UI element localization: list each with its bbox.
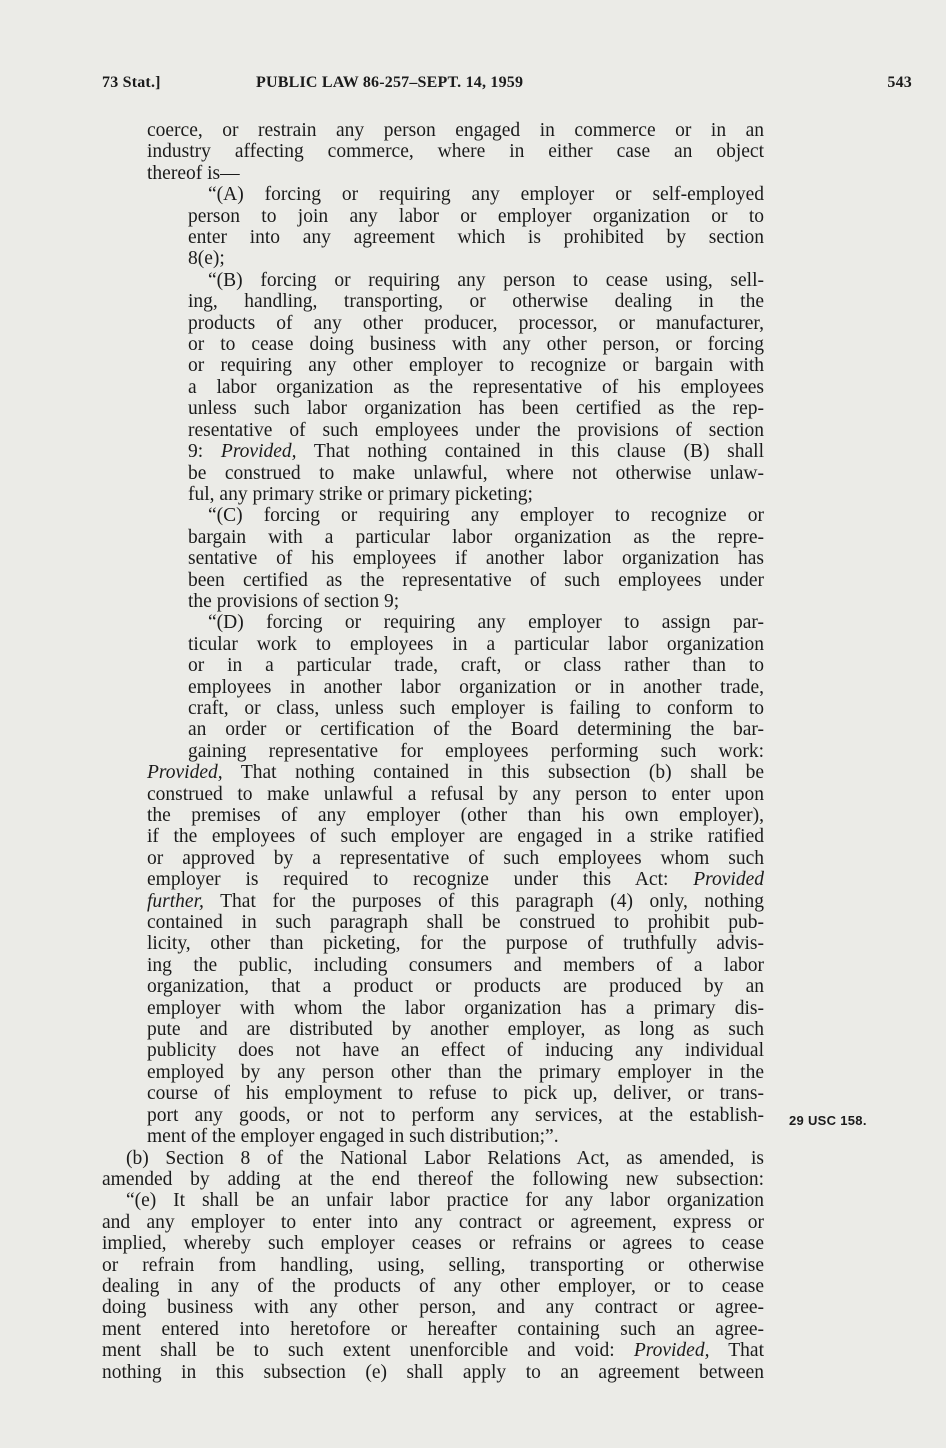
subsection-e-line: nothing in this subsection (e) shall apply to an agreement between [102, 1361, 764, 1383]
text-run: employer is required to recognize under this Act: [147, 869, 694, 891]
running-title: PUBLIC LAW 86-257–SEPT. 14, 1959 [256, 74, 524, 91]
clause-b-line: products of any other producer, processor, or manufacturer, [188, 312, 764, 334]
body-line: thereof is— [147, 162, 240, 184]
proviso-line: the premises of any employer (other than his own employer), [147, 805, 764, 826]
text-run: ment shall be to such extent unenforcible and void: [102, 1340, 634, 1362]
clause-a-line: 8(e); [188, 248, 225, 270]
body-line: industry affecting commerce, where in either case an object [147, 141, 764, 163]
page-header [102, 74, 912, 98]
subsection-e-line: or refrain from handling, using, selling, transporting or otherwise [102, 1254, 764, 1276]
proviso-line: pute and are distributed by another employer, as long as such [147, 1019, 764, 1041]
proviso-line: organization, that a product or products are produced by an [147, 976, 764, 998]
proviso-line: ing the public, including consumers and members of a labor [147, 954, 764, 976]
subsection-e-line: doing business with any other person, and any contract or agree- [102, 1297, 764, 1319]
provided-italic: Provided, [220, 441, 297, 463]
clause-d-line: gaining representative for employees performing such work: [188, 740, 764, 762]
clause-c-line: bargain with a particular labor organization as the repre- [188, 526, 764, 548]
clause-b-line: “(B) forcing or requiring any person to cease using, sell- [208, 269, 764, 291]
volume-reference: 73 Stat.] [102, 74, 161, 91]
text-run: That nothing contained in this subsection (b) shall be [222, 762, 764, 784]
proviso-line: construed to make unlawful a refusal by any person to enter upon [147, 783, 764, 805]
proviso-line: course of his employment to refuse to pick up, deliver, or trans- [147, 1083, 764, 1105]
clause-b-line: be construed to make unlawful, where not otherwise unlaw- [188, 462, 764, 484]
subsection-e-line: “(e) It shall be an unfair labor practice for any labor organization [126, 1190, 764, 1212]
page-number: 543 [887, 74, 912, 91]
subsection-e-line: and any employer to enter into any contract or agreement, express or [102, 1211, 764, 1233]
proviso-line [102, 762, 764, 783]
clause-b-line: resentative of such employees under the provisions of section [188, 419, 764, 441]
statute-body [102, 120, 764, 1383]
proviso-line: employer with whom the labor organization has a primary dis- [147, 997, 764, 1019]
provided-italic: Provided, [147, 762, 223, 784]
clause-b-line: ing, handling, transporting, or otherwise dealing in the [188, 291, 764, 313]
proviso-line [102, 869, 764, 890]
proviso-line: or approved by a representative of such employees whom such [147, 847, 764, 869]
clause-d-line: craft, or class, unless such employer is failing to conform to [188, 697, 764, 719]
clause-c-line: “(C) forcing or requiring any employer to recognize or [208, 505, 764, 527]
clause-b-proviso-line [102, 441, 764, 462]
text-run: That nothing contained in this clause (B) shall [296, 441, 765, 463]
clause-c-line: the provisions of section 9; [188, 590, 400, 612]
text-run: That for the purposes of this paragraph (4) only, nothing [203, 890, 764, 912]
proviso-line: employed by any person other than the primary employer in the [147, 1061, 764, 1083]
clause-a-line: “(A) forcing or requiring any employer or self-employed [208, 184, 764, 206]
clause-b-line: ful, any primary strike or primary picketing; [188, 483, 533, 505]
text-run: That [709, 1340, 764, 1362]
clause-d-line: or in a particular trade, craft, or class rather than to [188, 655, 764, 677]
provided-italic: Provided [693, 869, 764, 891]
clause-b-line: or requiring any other employer to recognize or bargain with [188, 355, 764, 377]
further-italic: further, [147, 890, 204, 912]
margin-citation: 29 USC 158. [789, 1113, 867, 1128]
subsection-e-proviso-line [102, 1340, 764, 1361]
clause-a-line: enter into any agreement which is prohibited by section [188, 227, 764, 249]
clause-d-line: ticular work to employees in a particular labor organization [188, 633, 764, 655]
provided-italic: Provided, [633, 1340, 710, 1362]
proviso-line: licity, other than picketing, for the purpose of truthfully advis- [147, 933, 764, 955]
clause-b-line: or to cease doing business with any other person, or forcing [188, 334, 764, 356]
section-b-line: (b) Section 8 of the National Labor Relations Act, as amended, is [126, 1147, 764, 1169]
proviso-line: contained in such paragraph shall be construed to prohibit pub- [147, 912, 764, 934]
proviso-line: ment of the employer engaged in such distribution;”. [147, 1126, 559, 1148]
proviso-line [102, 891, 764, 912]
subsection-e-line: implied, whereby such employer ceases or refrains or agrees to cease [102, 1233, 764, 1255]
body-line: coerce, or restrain any person engaged in commerce or in an [147, 120, 764, 141]
proviso-line: if the employees of such employer are engaged in a strike ratified [147, 826, 764, 848]
clause-b-line: a labor organization as the representative of his employees [188, 376, 764, 398]
clause-a-line: person to join any labor or employer organization or to [188, 205, 764, 227]
clause-d-line: employees in another labor organization or in another trade, [188, 676, 764, 698]
subsection-e-line: ment entered into heretofore or hereafter containing such an agree- [102, 1318, 764, 1340]
proviso-line: publicity does not have an effect of inducing any individual [147, 1040, 764, 1062]
subsection-e-line: dealing in any of the products of any other employer, or to cease [102, 1275, 764, 1297]
section-b-line: amended by adding at the end thereof the following new subsection: [102, 1168, 764, 1190]
clause-b-line: unless such labor organization has been certified as the rep- [188, 398, 764, 420]
clause-c-line: been certified as the representative of such employees under [188, 569, 764, 591]
clause-d-line: an order or certification of the Board determining the bar- [188, 719, 764, 741]
proviso-line: port any goods, or not to perform any services, at the establish- [147, 1104, 764, 1126]
text-run: 9: [188, 441, 221, 463]
clause-d-line: “(D) forcing or requiring any employer to assign par- [208, 612, 764, 634]
clause-c-line: sentative of his employees if another labor organization has [188, 548, 764, 570]
